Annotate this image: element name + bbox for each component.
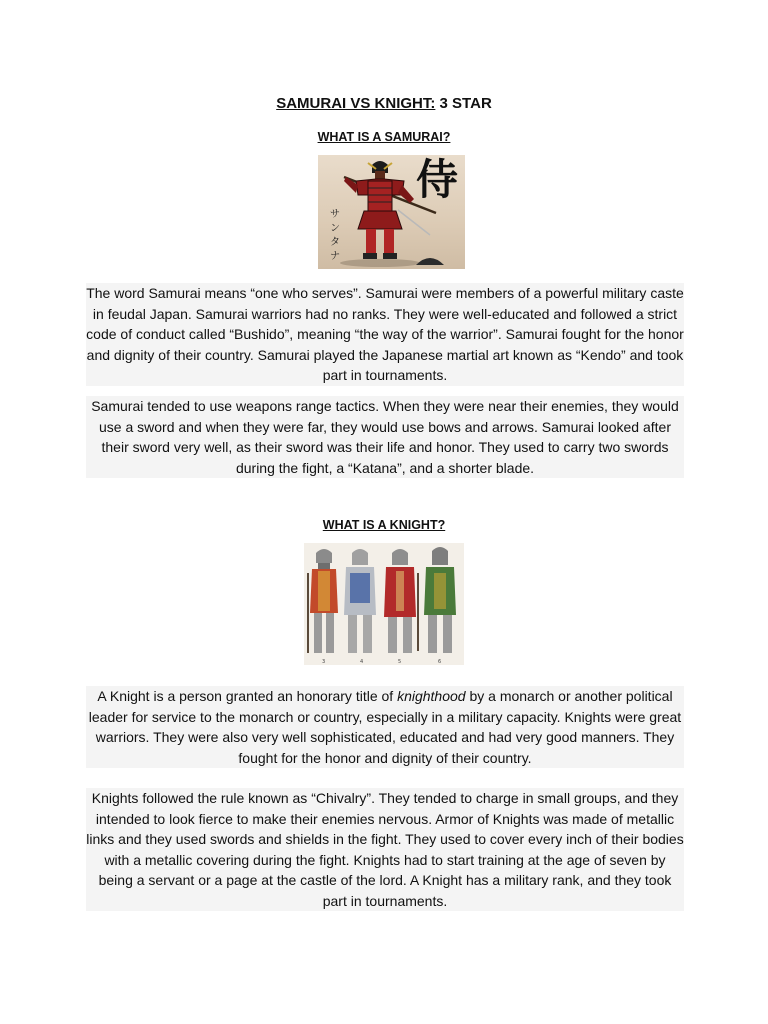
svg-text:5: 5 [398,659,402,665]
samurai-paragraph-2: Samurai tended to use weapons range tactics. When they were near their enemies, they would use a sword and when they were far, they would use bows and arrows. Samurai looked after their sword very well, as their sword was their life and honor. They used to carry two swords during the fight, a “Katana”, and a shorter blade. [86,396,684,478]
knight-paragraph-1-after: by a monarch or another political leader for service to the monarch or country, especially in a military capacity. Knights were great warriors. They were also very well sophisticated, educated and had very good manners. They fought for the honor and dignity of their country. [88,688,682,766]
knight-paragraph-2: Knights followed the rule known as “Chivalry”. They tended to charge in small groups, and they intended to look fierce to make their enemies nervous. Armor of Knights was made of metallic links and they used swords and shields in the fight. They used to cover every inch of their bodies with a metallic covering during the fight. Knights had to start training at the age of seven by being a servant or a page at the castle of the lord. A Knight has a military rank, and they took part in tournaments. [86,788,684,911]
knight-figure-2 [344,549,376,653]
knights-image [304,543,464,665]
katakana-char-2: ン [330,223,340,234]
page-title-underlined: SAMURAI VS KNIGHT: [276,95,436,112]
svg-text:3: 3 [322,659,326,665]
knight-paragraph-1 [86,686,684,768]
kanji-samurai: 侍 [416,155,459,204]
katakana-char-4: ナ [330,251,340,262]
katakana-char-3: タ [330,237,340,248]
svg-text:6: 6 [438,659,442,665]
svg-text:4: 4 [360,659,364,665]
samurai-heading: WHAT IS A SAMURAI? [317,130,451,144]
knight-paragraph-1-before: A Knight is a person granted an honorary title of [97,688,398,704]
knight-figure-4 [424,547,456,653]
page-title [0,95,768,112]
knight-paragraph-1-emphasis: knighthood [397,688,466,704]
page-title-rest: 3 STAR [435,95,492,112]
knight-heading: WHAT IS A KNIGHT? [322,518,446,532]
samurai-image [318,155,465,269]
katakana-char-1: サ [330,209,340,220]
knight-figure-3 [384,549,418,653]
samurai-paragraph-1: The word Samurai means “one who serves”. Samurai were members of a powerful military caste in feudal Japan. Samurai warriors had no ranks. They were well-educated and followed a strict code of conduct called “Bushido”, meaning “the way of the warrior”. Samurai fought for the honor and dignity of their country. Samurai played the Japanese martial art known as “Kendo” and took part in tournaments. [86,283,684,386]
knight-figure-1 [308,549,338,653]
